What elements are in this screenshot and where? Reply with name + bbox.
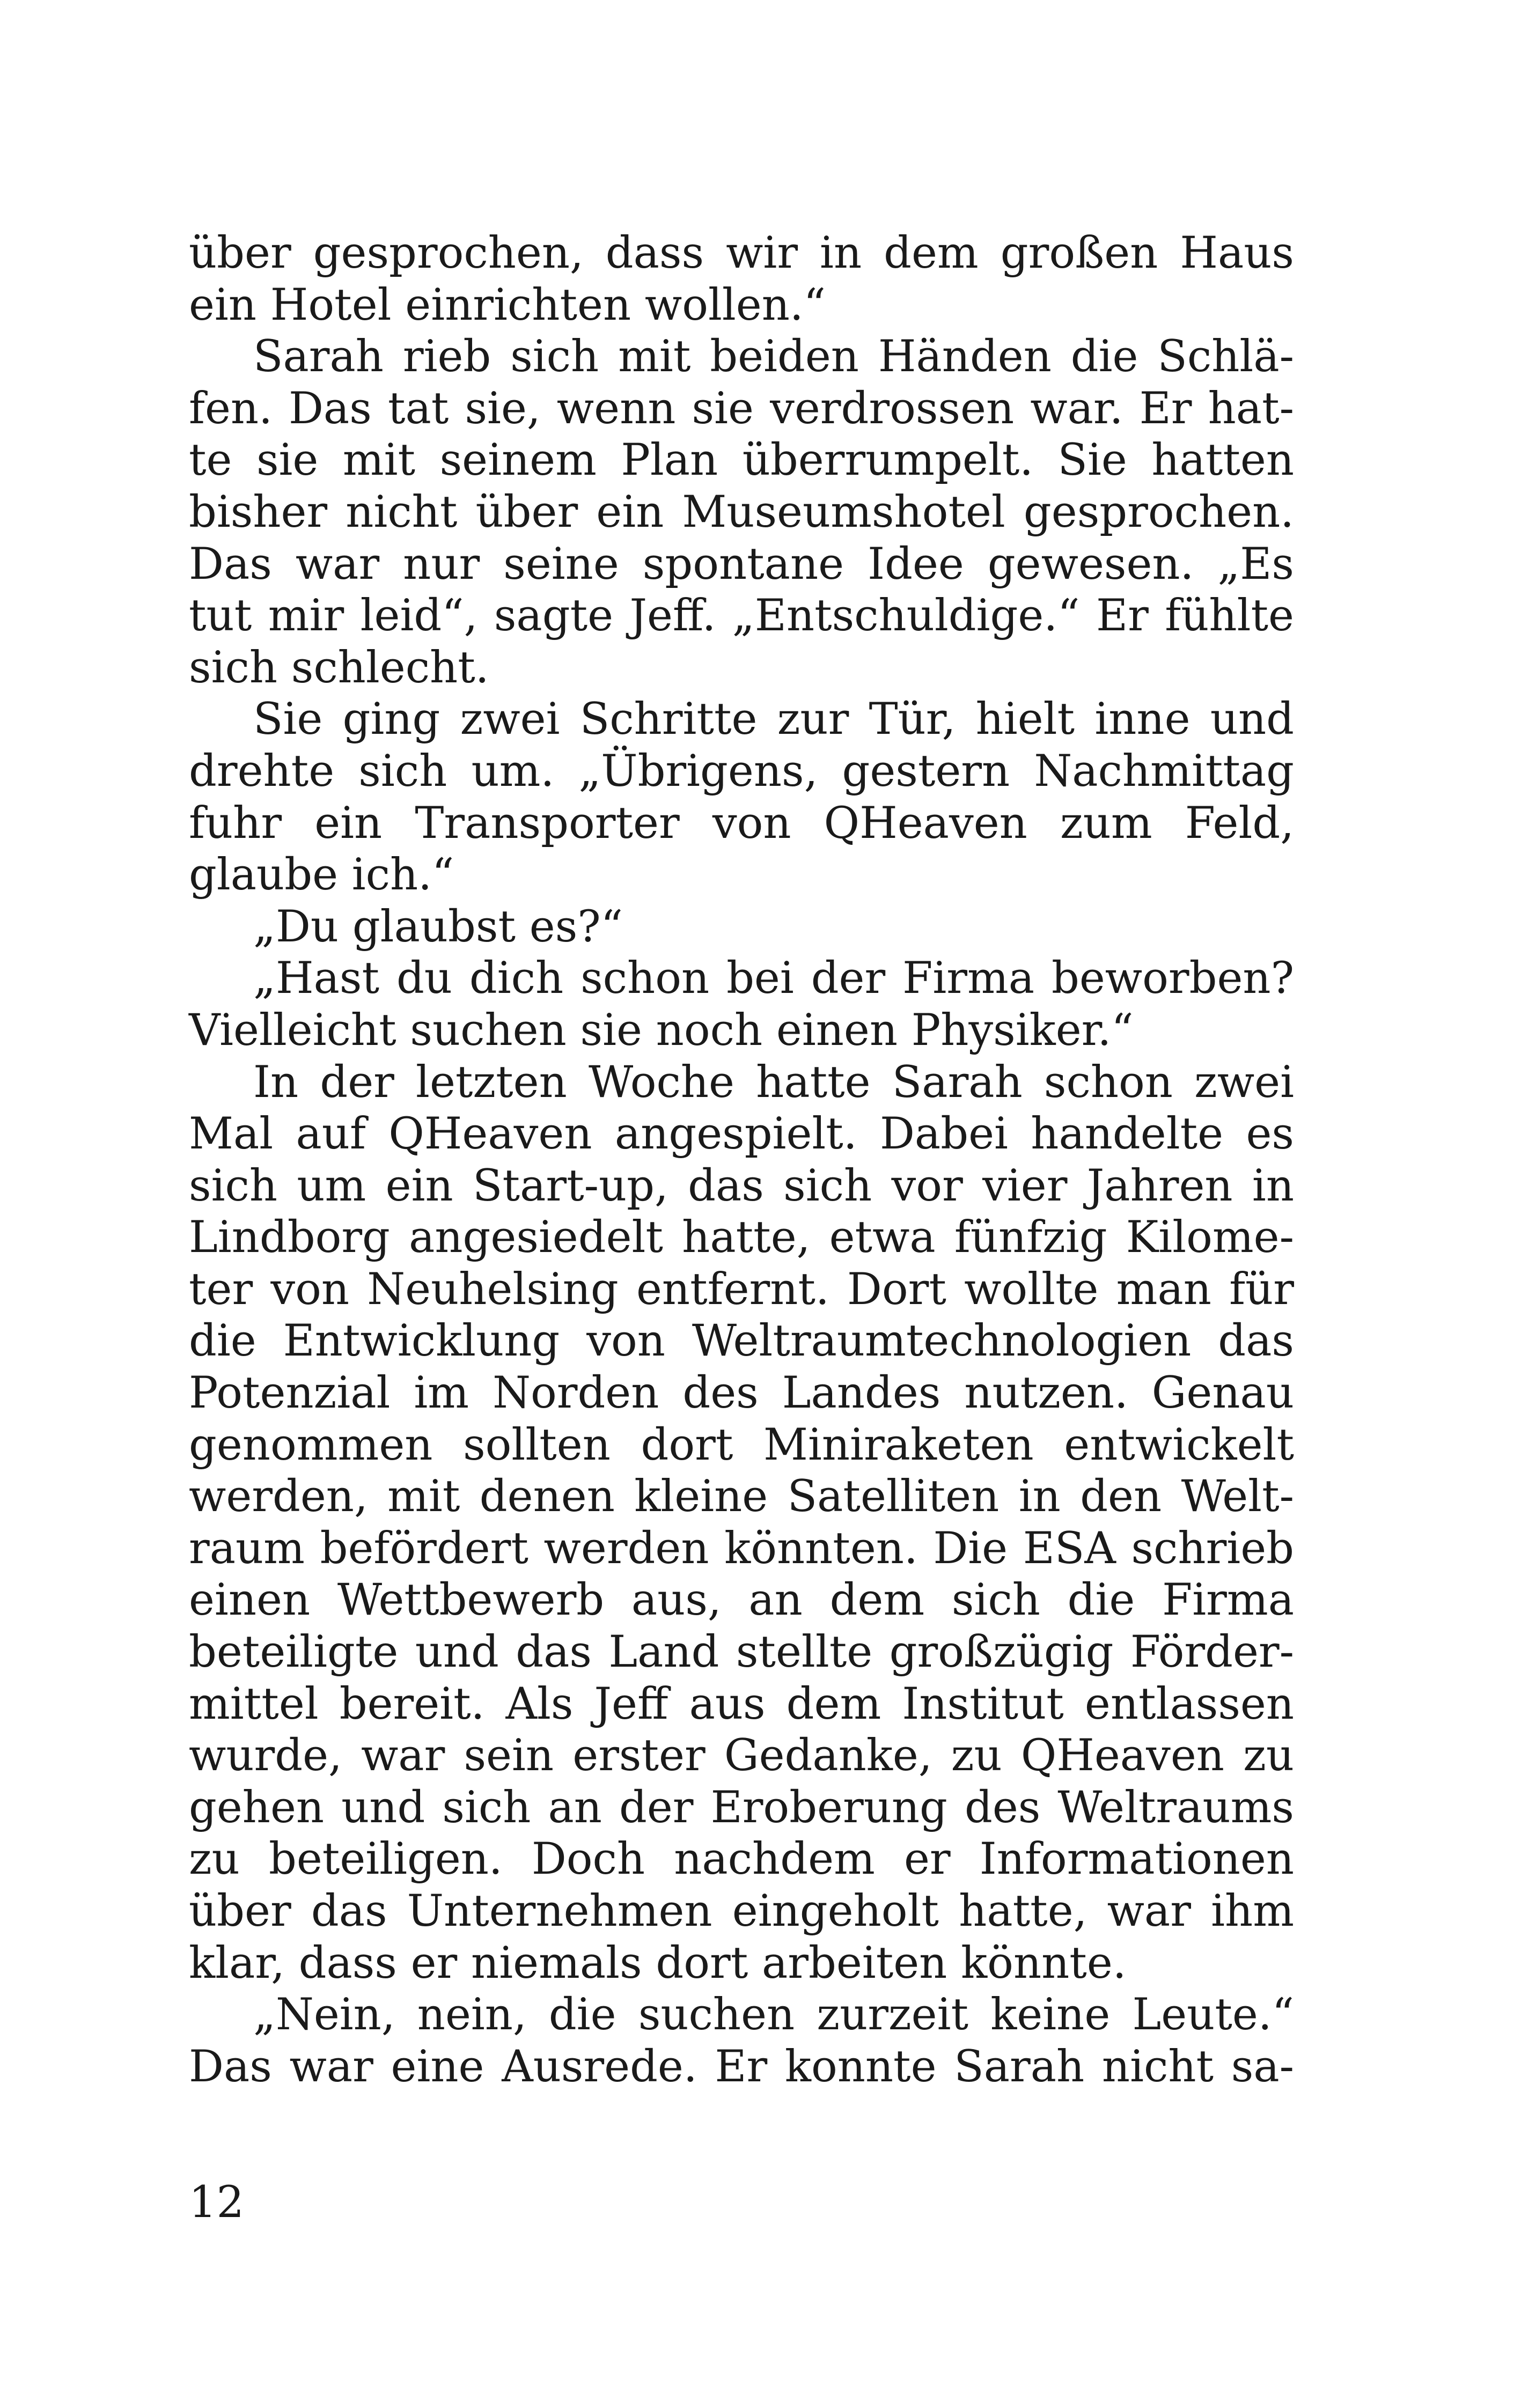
text-line: mittel bereit. Als Jeff aus dem Institut entlassen: [189, 1678, 1294, 1729]
text-line: tut mir leid“, sagte Jeff. „Entschuldige.“ Er fühlte: [189, 591, 1294, 642]
text-line: „Hast du dich schon bei der Firma beworben?: [253, 953, 1294, 1004]
text-line: zu beteiligen. Doch nachdem er Informationen: [189, 1834, 1294, 1885]
text-line: Potenzial im Norden des Landes nutzen. Genau: [189, 1368, 1294, 1419]
text-line: Mal auf QHeaven angespielt. Dabei handelte es: [189, 1109, 1294, 1160]
text-line: Sarah rieb sich mit beiden Händen die Schlä-: [253, 332, 1294, 382]
text-line: Lindborg angesiedelt hatte, etwa fünfzig Kilome-: [189, 1212, 1294, 1263]
text-line: wurde, war sein erster Gedanke, zu QHeaven zu: [189, 1730, 1294, 1781]
text-line: In der letzten Woche hatte Sarah schon zwei: [253, 1057, 1294, 1108]
text-line: „Du glaubst es?“: [253, 901, 623, 952]
text-line: te sie mit seinem Plan überrumpelt. Sie hatten: [189, 435, 1294, 486]
text-line: „Nein, nein, die suchen zurzeit keine Leute.“: [253, 1990, 1294, 2041]
text-line: bisher nicht über ein Museumshotel gesprochen.: [189, 487, 1294, 537]
text-line: Vielleicht suchen sie noch einen Physiker.“: [189, 1005, 1134, 1056]
text-line: klar, dass er niemals dort arbeiten könnte.: [189, 1938, 1127, 1989]
text-line: werden, mit denen kleine Satelliten in den Welt-: [189, 1471, 1294, 1522]
text-line: genommen sollten dort Miniraketen entwickelt: [189, 1419, 1294, 1470]
text-line: ter von Neuhelsing entfernt. Dort wollte man für: [189, 1264, 1294, 1315]
text-line: Sie ging zwei Schritte zur Tür, hielt inne und: [253, 694, 1294, 745]
text-line: beteiligte und das Land stellte großzügig Förder-: [189, 1627, 1294, 1678]
page-number: 12: [189, 2177, 245, 2228]
text-line: glaube ich.“: [189, 850, 454, 901]
text-line: fen. Das tat sie, wenn sie verdrossen war. Er hat-: [189, 383, 1294, 434]
text-line: über das Unternehmen eingeholt hatte, war ihm: [189, 1886, 1294, 1936]
text-line: gehen und sich an der Eroberung des Weltraums: [189, 1782, 1294, 1833]
text-line: raum befördert werden könnten. Die ESA schrieb: [189, 1523, 1294, 1574]
text-line: sich schlecht.: [189, 642, 489, 693]
text-line: fuhr ein Transporter von QHeaven zum Feld,: [189, 798, 1294, 849]
text-line: drehte sich um. „Übrigens, gestern Nachmittag: [189, 746, 1294, 797]
body-text: [189, 227, 1294, 2093]
text-line: über gesprochen, dass wir in dem großen Haus: [189, 228, 1294, 278]
text-line: einen Wettbewerb aus, an dem sich die Firma: [189, 1575, 1294, 1626]
text-line: Das war eine Ausrede. Er konnte Sarah nicht sa-: [189, 2041, 1294, 2092]
text-line: die Entwicklung von Weltraumtechnologien das: [189, 1316, 1294, 1367]
text-line: sich um ein Start-up, das sich vor vier Jahren in: [189, 1160, 1294, 1211]
text-line: Das war nur seine spontane Idee gewesen. „Es: [189, 539, 1294, 590]
text-line: ein Hotel einrichten wollen.“: [189, 279, 826, 330]
